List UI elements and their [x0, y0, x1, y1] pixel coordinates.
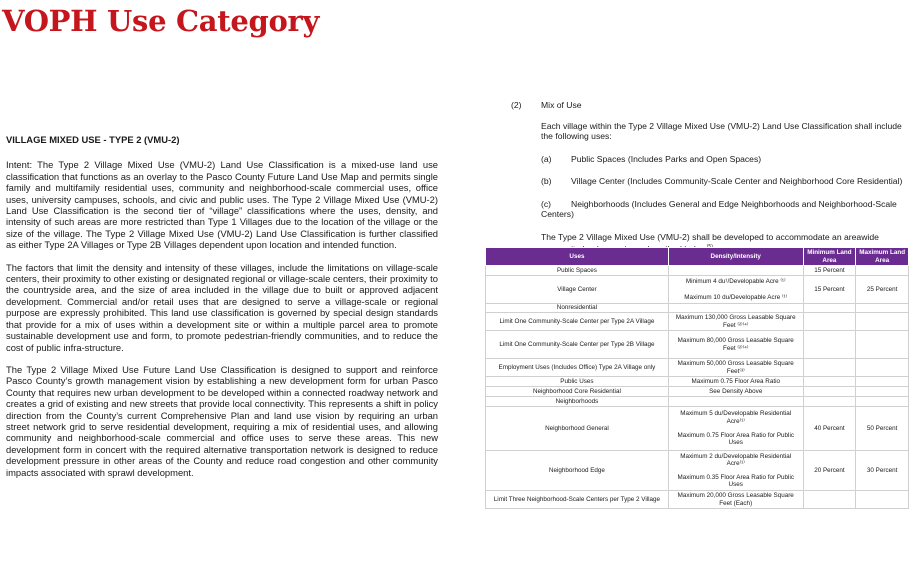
max-cell — [856, 359, 909, 377]
header-density: Density/Intensity — [668, 248, 803, 266]
intent-paragraph: Intent: The Type 2 Village Mixed Use (VMU-2) Land Use Classification is a mixed-use land use classification that functions as an overlay to the Pasco County Future Land Use Map and permits single family and multifamily residential uses, community and neighborhood-scale commercial uses, office uses, university campuses, schools, and civic and public uses. The Type 2 Village Mixed Use (VMU-2) Land Use Classification is the second tier of “village” classifications where the uses, density, and intensity of such areas are more restricted than Type 1 Villages due to the location of the village or the size of the village. The Type 2 Village Mixed Use (VMU-2) Land Use Classification is further classified as either Type 2A Villages or Type 2B Villages dependent upon location and intended function. — [6, 159, 438, 251]
min-cell — [803, 331, 856, 359]
closing-text: The Type 2 Village Mixed Use (VMU-2) shall be developed to accommodate an areawide — [541, 231, 879, 242]
min-cell — [803, 313, 856, 331]
table-row — [486, 451, 909, 491]
list-label: (b) — [541, 176, 552, 186]
vision-paragraph: The Type 2 Village Mixed Use Future Land Use Classification is designed to support and reinforce Pasco County’s growth management vision by establishing a new development form for urban Pasco County that requires new urban development to be developed within a connected roadway network and creates a grid of existing and new streets that provide local connectivity. This represents a shift in policy direction from the County’s current Comprehensive Plan and land use vision by requiring an urban street network grid to serve residential development, requiring a mix of residential uses, and allowing community and neighborhood-scale commercial and office uses to serve these areas. This new development form in concert with the required alternative transportation network is designed to reduce development pressure in other areas of the County and reduce road congestion and other community impacts associated with sprawl development. — [6, 363, 438, 478]
max-cell — [856, 266, 909, 276]
page-title: VOPH Use Category — [2, 4, 320, 38]
max-cell — [856, 313, 909, 331]
min-cell — [803, 377, 856, 387]
left-column — [6, 134, 438, 489]
max-cell: 50 Percent — [856, 407, 909, 451]
density-cell — [668, 304, 803, 313]
density-line: Maximum 5 du/Developable Residential Acre⁽¹⁾ — [680, 410, 792, 425]
table-row — [486, 266, 909, 276]
list-text: Village Center (Includes Community-Scale Center and Neighborhood Core Residential) — [571, 176, 903, 186]
density-line: Maximum 10 du/Developable Acre ⁽¹⁾ — [684, 293, 788, 301]
table-row — [486, 377, 909, 387]
list-text: Neighborhoods (Includes General and Edge Neighborhoods and Neighborhood-Scale Centers) — [541, 198, 897, 219]
min-cell — [803, 359, 856, 377]
use-cell: Nonresidential — [486, 304, 669, 313]
section-title: Mix of Use — [541, 100, 582, 110]
use-cell: Neighborhood General — [486, 407, 669, 451]
factors-paragraph: The factors that limit the density and intensity of these villages, include the limitations on village-scale centers, their proximity to other existing or designated regional or village-scale centers, their proximity to the countryside area, and the size of area included in the village due to built or approved adjacent development. Commercial and/or retail uses that are designed to serve a village-scale or regional purpose are expressly prohibited. This land use classification is governed by special design standards that provide for a mix of uses within a development site or within a multiple parcel area to promote sustainable development use and form, to promote pedestrian-friendly communities, and to reduce the cost of public infra-structure. — [6, 261, 438, 353]
table-row — [486, 276, 909, 304]
header-min-land-area: Minimum Land Area — [803, 248, 856, 266]
max-cell — [856, 304, 909, 313]
table-row — [486, 304, 909, 313]
min-cell — [803, 387, 856, 397]
density-cell — [668, 276, 803, 304]
table-row — [486, 331, 909, 359]
density-cell — [668, 266, 803, 276]
use-cell: Neighborhood Edge — [486, 451, 669, 491]
density-cell: See Density Above — [668, 387, 803, 397]
density-cell: Maximum 0.75 Floor Area Ratio — [668, 377, 803, 387]
use-cell: Neighborhood Core Residential — [486, 387, 669, 397]
max-cell: 25 Percent — [856, 276, 909, 304]
use-cell: Limit One Community-Scale Center per Type 2A Village — [486, 313, 669, 331]
table-row — [486, 491, 909, 509]
density-cell: Maximum 80,000 Gross Leasable Square Feet ⁽²⁾⁽⁴⁾ — [668, 331, 803, 359]
use-cell: Village Center — [486, 276, 669, 304]
header-uses: Uses — [486, 248, 669, 266]
density-cell — [668, 407, 803, 451]
density-line: Maximum 2 du/Developable Residential Acre⁽¹⁾ — [680, 452, 792, 468]
table-row — [486, 313, 909, 331]
density-line: Maximum 0.35 Floor Area Ratio for Public Uses — [677, 473, 794, 488]
min-cell: 20 Percent — [803, 451, 856, 491]
max-cell — [856, 387, 909, 397]
density-cell: Maximum 130,000 Gross Leasable Square Feet ⁽²⁾⁽⁴⁾ — [668, 313, 803, 331]
use-cell: Employment Uses (Includes Office) Type 2A Village only — [486, 359, 669, 377]
list-label: (c) — [541, 198, 552, 209]
density-line: Maximum 0.75 Floor Area Ratio for Public Uses — [677, 432, 794, 447]
table-row — [486, 407, 909, 451]
use-cell: Limit One Community-Scale Center per Type 2B Village — [486, 331, 669, 359]
min-cell: 15 Percent — [803, 266, 856, 276]
list-item — [541, 176, 916, 187]
max-cell — [856, 331, 909, 359]
min-cell — [803, 397, 856, 407]
mix-of-use-heading — [511, 100, 916, 111]
min-cell — [803, 304, 856, 313]
use-cell: Public Spaces — [486, 266, 669, 276]
list-item — [541, 154, 916, 165]
list-item — [541, 199, 916, 220]
max-cell — [856, 491, 909, 509]
density-cell: Maximum 50,000 Gross Leasable Square Feet⁽³⁾ — [668, 359, 803, 377]
density-cell: Maximum 20,000 Gross Leasable Square Feet (Each) — [668, 491, 803, 509]
density-line: Minimum 4 du¹/Developable Acre ⁽¹⁾ — [685, 278, 786, 286]
section-number: (2) — [511, 100, 522, 110]
intro-paragraph: Each village within the Type 2 Village Mixed Use (VMU-2) Land Use Classification shall include the following uses: — [541, 120, 902, 141]
table-row — [486, 387, 909, 397]
table-row — [486, 359, 909, 377]
table-header-row — [486, 248, 909, 266]
max-cell: 30 Percent — [856, 451, 909, 491]
right-column — [511, 100, 916, 262]
list-label: (a) — [541, 153, 552, 164]
max-cell — [856, 397, 909, 407]
max-cell — [856, 377, 909, 387]
density-cell — [668, 451, 803, 491]
header-max-land-area: Maximum Land Area — [856, 248, 909, 266]
use-cell: Neighborhoods — [486, 397, 669, 407]
list-text: Public Spaces (Includes Parks and Open Spaces) — [571, 153, 762, 164]
section-heading: VILLAGE MIXED USE - TYPE 2 (VMU-2) — [6, 134, 180, 145]
land-use-mix-table — [485, 247, 909, 509]
min-cell — [803, 491, 856, 509]
use-cell: Limit Three Neighborhood-Scale Centers per Type 2 Village — [486, 491, 669, 509]
table-row — [486, 397, 909, 407]
density-cell — [668, 397, 803, 407]
min-cell: 15 Percent — [803, 276, 856, 304]
min-cell: 40 Percent — [803, 407, 856, 451]
use-cell: Public Uses — [486, 377, 669, 387]
